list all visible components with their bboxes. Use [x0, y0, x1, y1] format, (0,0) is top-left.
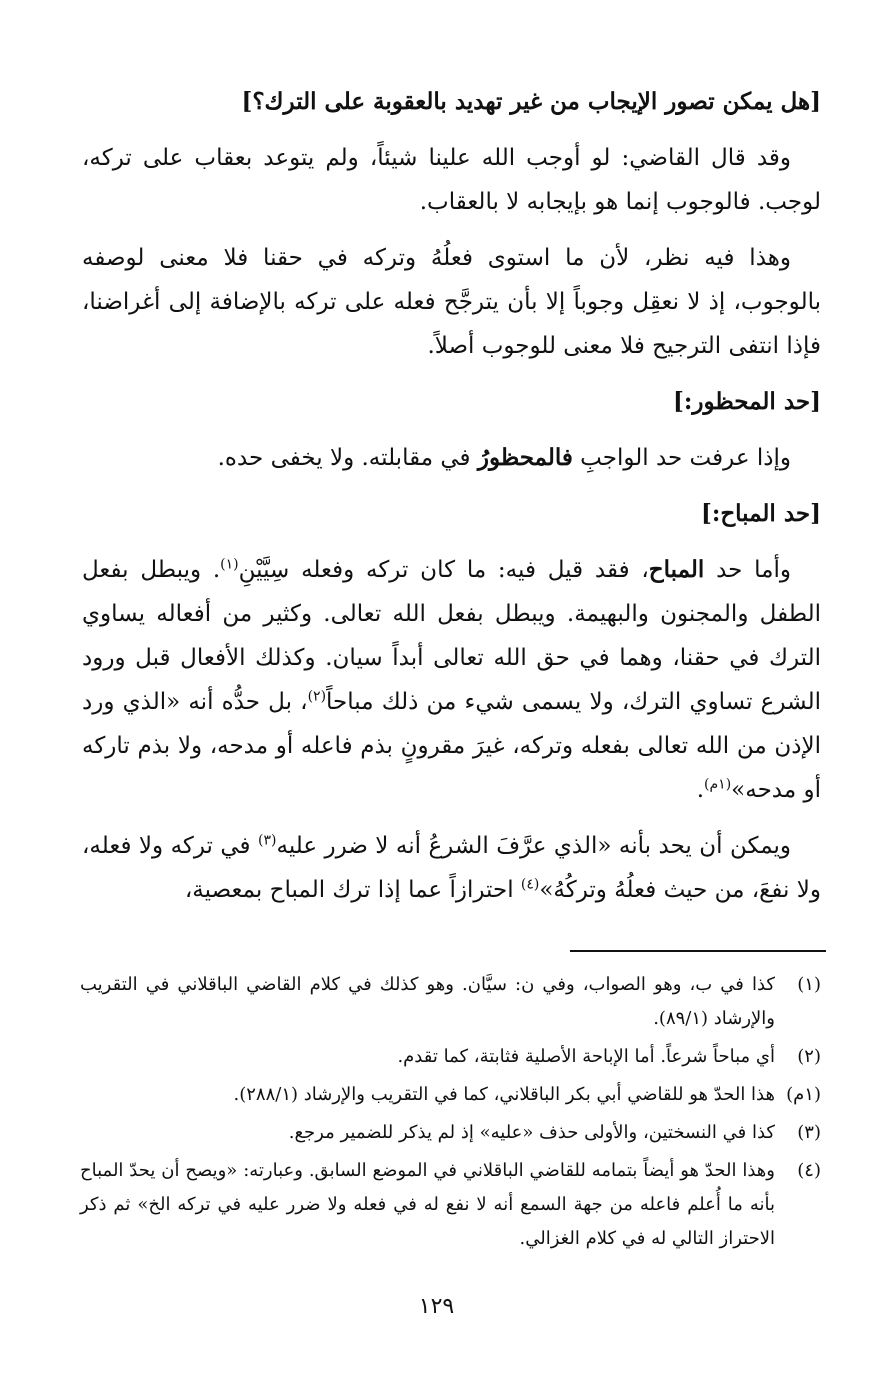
text-run: ويمكن أن يحد بأنه «الذي عرَّفَ الشرعُ أنه لا ضرر عليه — [276, 833, 791, 859]
footnote-number: (٢) — [797, 1046, 821, 1067]
text-run: في تركه ولا فعله، ولا نفعَ، من حيث فعلُهُ وتركُهُ» — [82, 833, 821, 903]
paragraph: وقد قال القاضي: لو أوجب الله علينا شيئاً، ولم يتوعد بعقاب على تركه، لوجب. فالوجوب إنما هو بإيجابه لا بالعقاب. — [82, 145, 821, 215]
footnotes — [80, 968, 821, 1260]
text-run: وإذا عرفت حد الواجبِ — [572, 445, 791, 471]
footnote — [80, 1154, 821, 1256]
text-run: وأما حد — [704, 557, 791, 583]
footnote-number: (٤) — [797, 1160, 821, 1181]
paragraph — [82, 436, 821, 480]
footnote-text: كذا في النسختين، والأولى حذف «عليه» إذ لم يذكر للضمير مرجع. — [288, 1122, 775, 1143]
text-run: . ويبطل بفعل الطفل والمجنون والبهيمة. ويبطل بفعل الله تعالى. وكثير من أفعاله يساوي الترك في حقنا، وهما في حق الله تعالى أبداً سيان. وكذلك الأفعال قبل ورود الشرع تساوي الترك، ولا يسمى شيء من ذلك مباحاً — [82, 557, 821, 715]
paragraph — [82, 824, 821, 912]
footnote — [80, 1116, 821, 1150]
bold-term: المباح — [648, 556, 705, 583]
section-heading-prohibited: [حد المحظور:] — [673, 388, 821, 415]
footnote-number: (١) — [797, 974, 821, 995]
footnote-number: (١م) — [786, 1084, 821, 1105]
text-run: احترازاً عما إذا ترك المباح بمعصية، — [184, 877, 521, 903]
text-run: في مقابلته. ولا يخفى حده. — [217, 445, 478, 471]
footnote — [80, 1040, 821, 1074]
footnote-text: أي مباحاً شرعاً. أما الإباحة الأصلية فثابتة، كما تقدم. — [397, 1046, 775, 1067]
footnote — [80, 1078, 821, 1112]
section-heading-obligation: [هل يمكن تصور الإيجاب من غير تهديد بالعقوبة على الترك؟] — [241, 88, 821, 115]
footnote-separator — [570, 950, 826, 952]
footnote-ref[interactable]: (٣) — [258, 832, 277, 849]
footnote-text: وهذا الحدّ هو أيضاً بتمامه للقاضي الباقلاني في الموضع السابق. وعبارته: «ويصح أن يحدّ المباح بأنه ما أُعلم فاعله من جهة السمع أنه لا نفع له في فعله ولا ضرر عليه في تركه الخ» ثم ذكر الاحتراز التالي له في كلام الغزالي. — [80, 1160, 775, 1249]
paragraph — [82, 548, 821, 812]
section-heading-permissible: [حد المباح:] — [700, 500, 821, 527]
footnote-text: هذا الحدّ هو للقاضي أبي بكر الباقلاني، كما في التقريب والإرشاد (٢٨٨/١). — [233, 1084, 775, 1105]
main-text — [82, 80, 821, 924]
page-number: ١٢٩ — [418, 1294, 455, 1319]
footnote-ref[interactable]: (١) — [220, 556, 239, 573]
paragraph: وهذا فيه نظر، لأن ما استوى فعلُهُ وتركه في حقنا فلا معنى لوصفه بالوجوب، إذ لا نعقِل وجوباً إلا بأن يترجَّح فعله على تركه بالإضافة إلى أغراضنا، فإذا انتفى الترجيح فلا معنى للوجوب أصلاً. — [82, 245, 821, 359]
bold-term: فالمحظورُ — [477, 444, 573, 471]
footnote — [80, 968, 821, 1036]
text-run: . — [696, 777, 705, 803]
footnote-text: كذا في ب، وهو الصواب، وفي ن: سيَّان. وهو كذلك في كلام القاضي الباقلاني في التقريب والإرشاد (٨٩/١). — [80, 974, 775, 1029]
footnote-ref[interactable]: (١م) — [704, 776, 732, 793]
text-run: ، بل حدُّه أنه «الذي ورد الإذن من الله تعالى بفعله وتركه، غيرَ مقرونٍ بذم فاعله أو مدحه، ولا بذم تاركه أو مدحه» — [82, 689, 821, 803]
footnote-ref[interactable]: (٤) — [520, 876, 540, 893]
text-run: ، فقد قيل فيه: ما كان تركه وفعله سِيَّيْنِ — [238, 557, 649, 583]
footnote-number: (٣) — [797, 1122, 821, 1143]
footnote-ref[interactable]: (٢) — [307, 688, 327, 705]
